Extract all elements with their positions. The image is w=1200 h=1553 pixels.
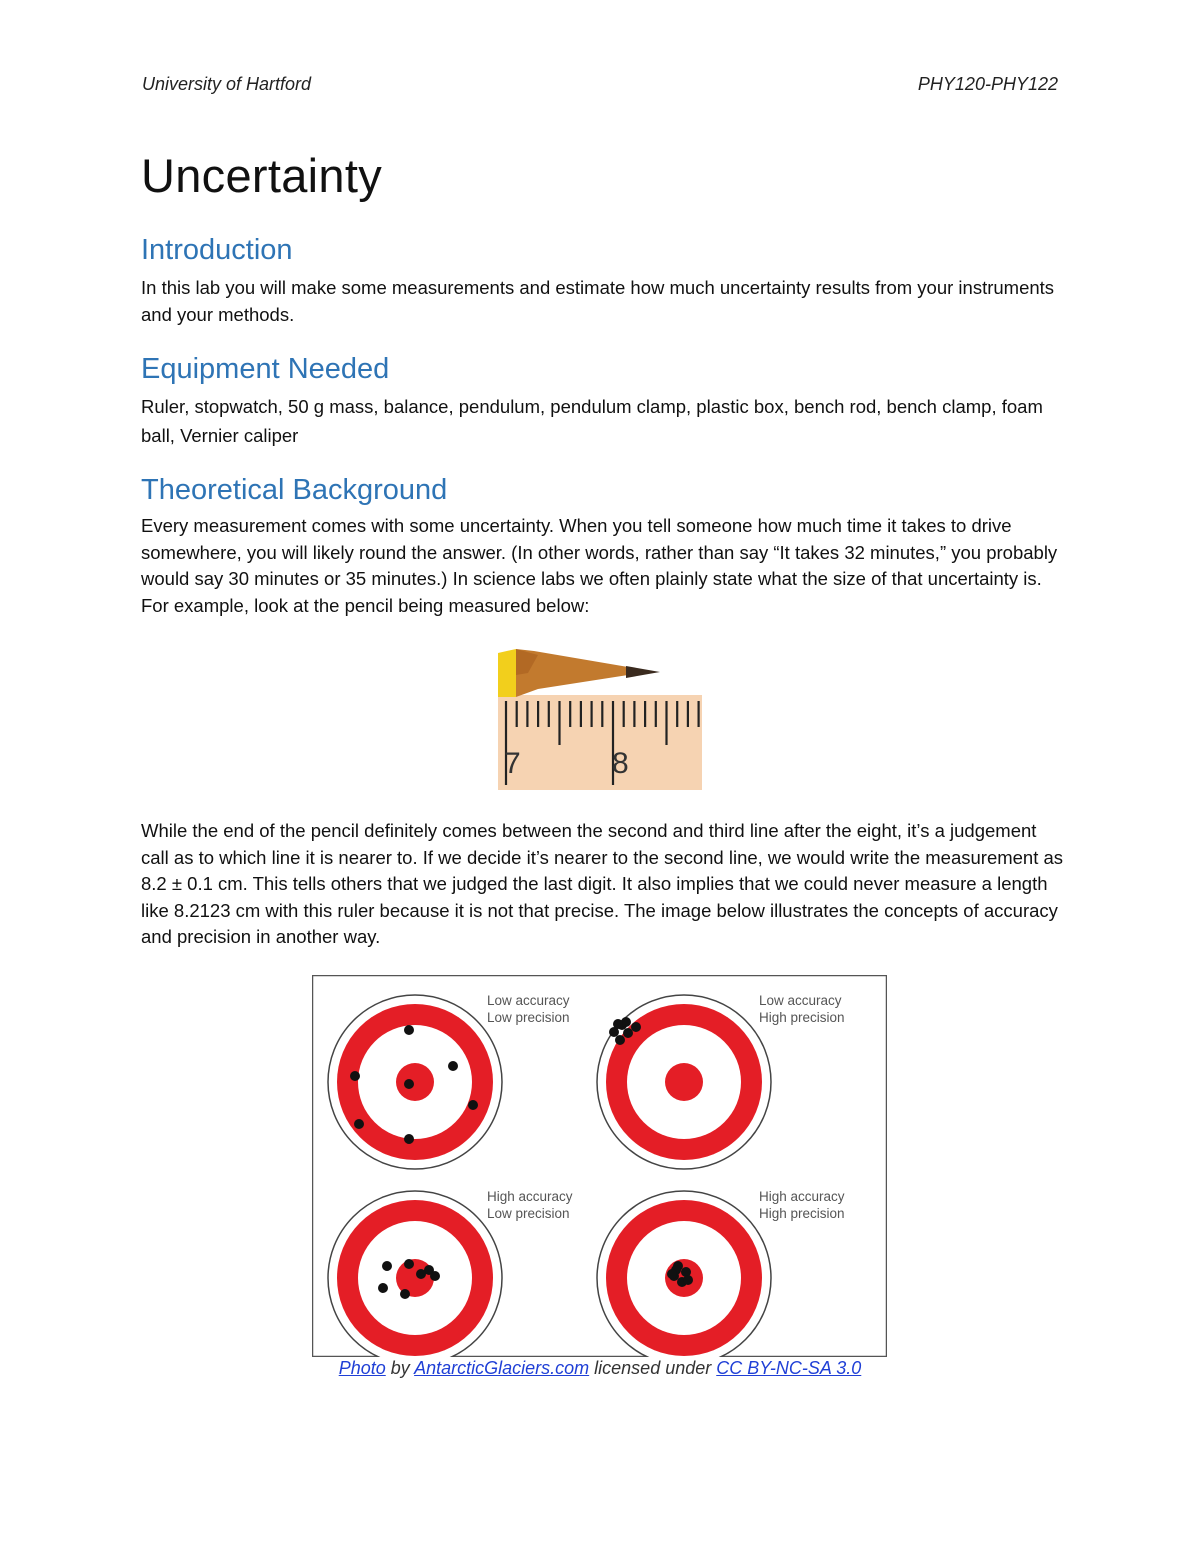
equipment-paragraph: Ruler, stopwatch, 50 g mass, balance, pendulum, pendulum clamp, plastic box, bench rod, bench clamp, foam ball, Vernier caliper [141, 396, 1043, 446]
antarctic-glaciers-link[interactable]: AntarcticGlaciers.com [414, 1358, 590, 1378]
target-shot-dot [623, 1028, 633, 1038]
pencil-ruler-figure [498, 645, 702, 790]
photo-link[interactable]: Photo [338, 1358, 386, 1378]
target-shot-dot [667, 1269, 677, 1279]
target-shot-dot [683, 1275, 693, 1285]
target-shot-dot [404, 1025, 414, 1035]
target-bullseye [665, 1063, 703, 1101]
target-shot-dot [613, 1019, 623, 1029]
header-institution: University of Hartford [142, 74, 312, 94]
target-shot-dot [448, 1061, 458, 1071]
target-shot-dot [430, 1271, 440, 1281]
target-label-accuracy: High accuracy [487, 1189, 573, 1204]
ruler-label-7: 7 [504, 747, 521, 780]
introduction-paragraph: In this lab you will make some measurements and estimate how much uncertainty results from your instruments and your methods. [141, 277, 1055, 325]
target-shot-dot [350, 1071, 360, 1081]
target-shot-dot [416, 1269, 426, 1279]
target-shot-dot [382, 1261, 392, 1271]
heading-equipment-needed: Equipment Needed [141, 353, 390, 385]
target-label-precision: Low precision [487, 1206, 570, 1221]
figure-caption [0, 1358, 1200, 1379]
heading-introduction: Introduction [141, 234, 293, 266]
target-shot-dot [404, 1259, 414, 1269]
target-shot-dot [631, 1022, 641, 1032]
target-shot-dot [404, 1079, 414, 1089]
target-label-precision: High precision [759, 1206, 845, 1221]
caption-licensed: licensed under [589, 1358, 717, 1378]
target-label-accuracy: Low accuracy [759, 993, 842, 1008]
target-shot-dot [404, 1134, 414, 1144]
heading-theoretical-background: Theoretical Background [141, 474, 448, 506]
target-shot-dot [400, 1289, 410, 1299]
target-shot-dot [354, 1119, 364, 1129]
target-label-accuracy: Low accuracy [487, 993, 570, 1008]
target-bullseye [396, 1063, 434, 1101]
ruler-label-8: 8 [612, 747, 629, 780]
target-label-accuracy: High accuracy [759, 1189, 845, 1204]
target-shot-dot [468, 1100, 478, 1110]
target-label-precision: High precision [759, 1010, 845, 1025]
background-paragraph-2: While the end of the pencil definitely comes between the second and third line after the eight, it’s a judgement call as to which line it is nearer to. If we decide it’s nearer to the second line, we would write the measurement as 8.2 ± 0.1 cm. This tells others that we judged the last digit. It also implies that we could never measure a length like 8.2123 cm with this ruler because it is not that precise. The image below illustrates the concepts of accuracy and precision in another way. [141, 820, 1064, 947]
accuracy-precision-figure [312, 975, 887, 1357]
target-label-precision: Low precision [487, 1010, 570, 1025]
target-shot-dot [378, 1283, 388, 1293]
header-course-code: PHY120-PHY122 [917, 74, 1058, 94]
caption-by: by [385, 1358, 415, 1378]
ruler-body [498, 695, 702, 790]
license-link[interactable]: CC BY-NC-SA 3.0 [716, 1358, 862, 1378]
page-title: Uncertainty [141, 149, 383, 202]
background-paragraph: Every measurement comes with some uncertainty. When you tell someone how much time it takes to drive somewhere, you will likely round the answer. (In other words, rather than say “It takes 32 minutes,” you probably would say 30 minutes or 35 minutes.) In science labs we often plainly state what the size of that uncertainty is. For example, look at the pencil being measured below: [141, 515, 1058, 616]
pencil-body [498, 649, 516, 697]
target-shot-dot [615, 1035, 625, 1045]
pencil-ruler-illustration [498, 645, 702, 790]
targets-illustration [312, 975, 887, 1357]
